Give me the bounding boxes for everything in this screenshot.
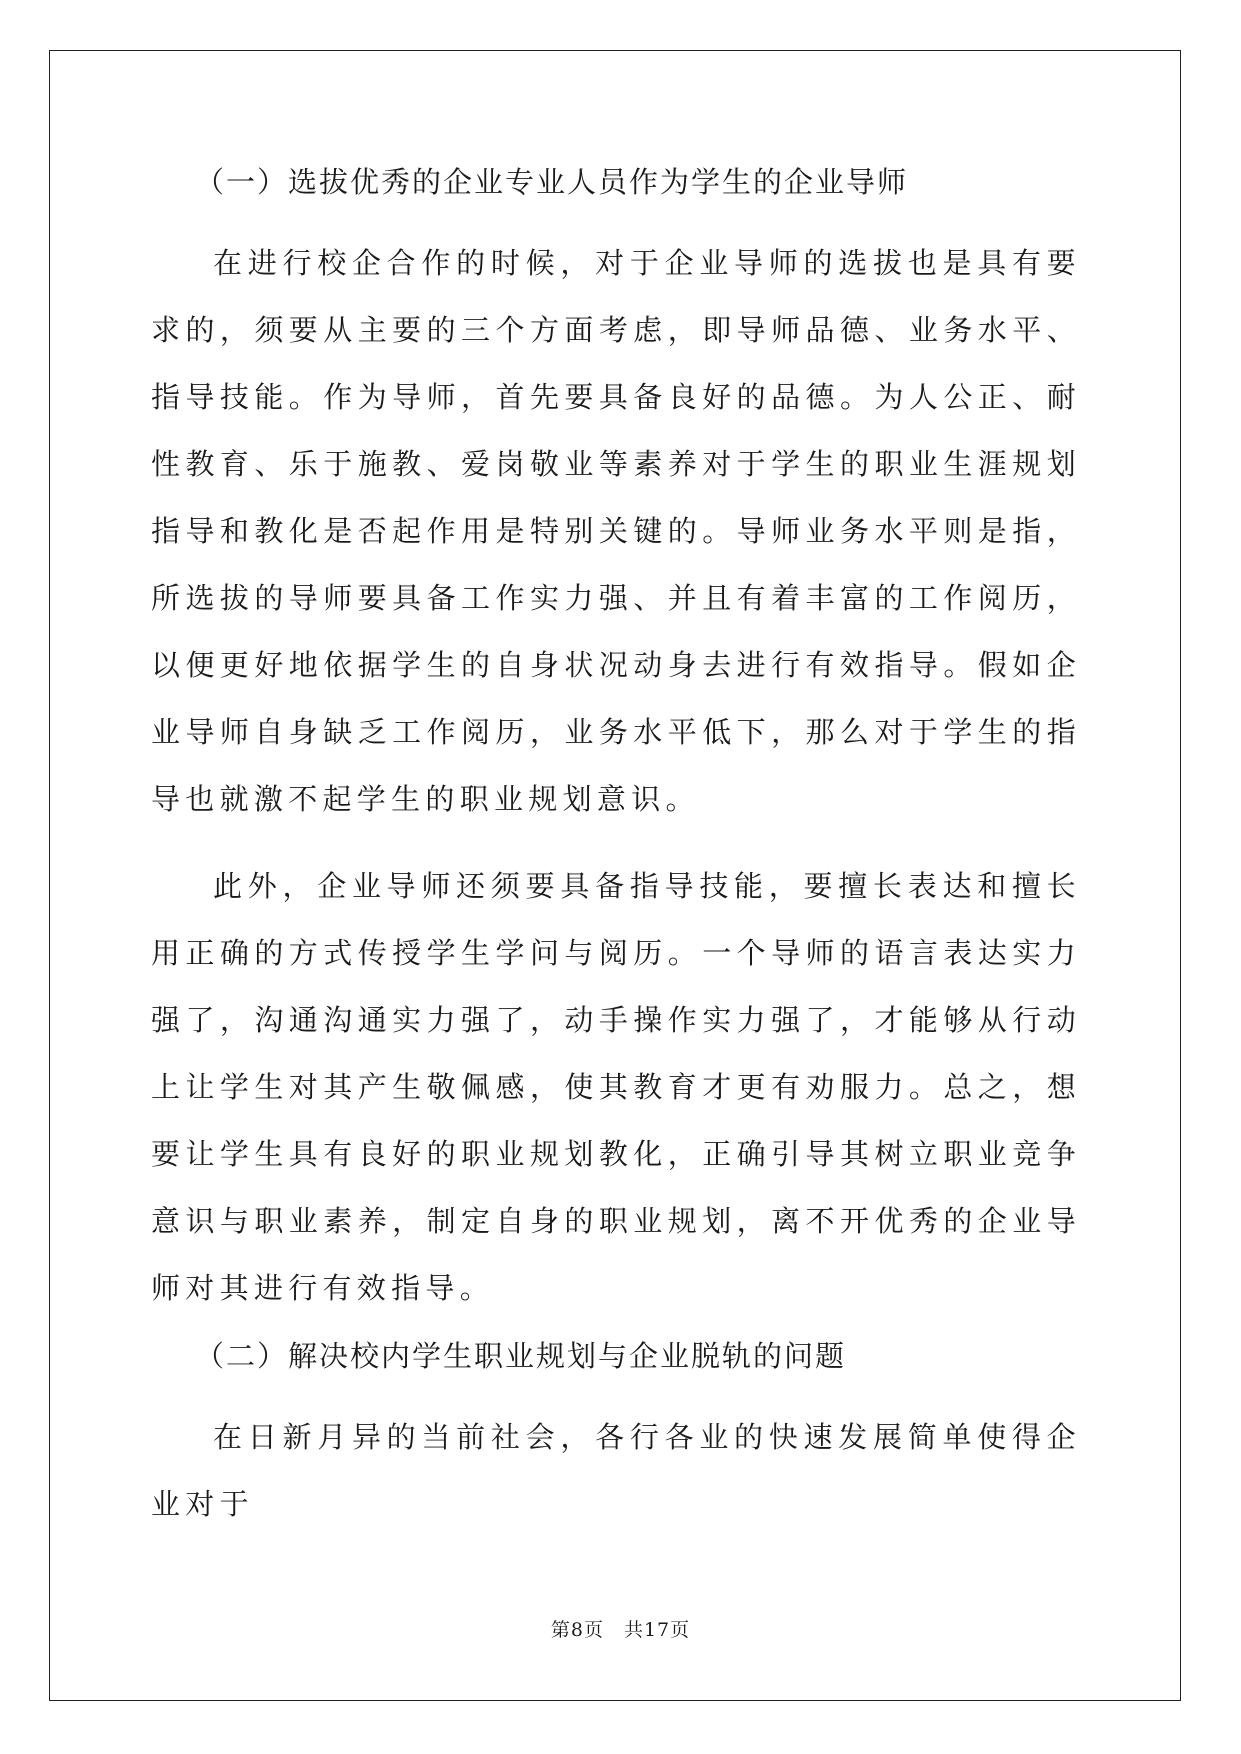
document-body [151, 165, 1081, 1558]
paragraph-2: 此外，企业导师还须要具备指导技能，要擅长表达和擅长用正确的方式传授学生学问与阅历。一个导师的语言表达实力强了，沟通沟通实力强了，动手操作实力强了，才能够从行动上让学生对其产生敬佩感，使其教育才更有劝服力。总之，想要让学生具有良好的职业规划教化，正确引导其树立职业竞争意识与职业素养，制定自身的职业规划，离不开优秀的企业导师对其进行有效指导。 [151, 868, 1081, 1305]
paragraph-1: 在进行校企合作的时候，对于企业导师的选拔也是具有要求的，须要从主要的三个方面考虑，即导师品德、业务水平、指导技能。作为导师，首先要具备良好的品德。为人公正、耐性教育、乐于施教、爱岗敬业等素养对于学生的职业生涯规划指导和教化是否起作用是特别关键的。导师业务水平则是指，所选拔的导师要具备工作实力强、并且有着丰富的工作阅历，以便更好地依据学生的自身状况动身去进行有效指导。假如企业导师自身缺乏工作阅历，业务水平低下，那么对于学生的指导也就激不起学生的职业规划意识。 [151, 245, 1081, 816]
page-number-footer: 第8页 共17页 [550, 1619, 691, 1641]
paragraph-3: 在日新月异的当前社会，各行各业的快速发展简单使得企业对于 [151, 1419, 1081, 1521]
section-heading-1: （一）选拔优秀的企业专业人员作为学生的企业导师 [195, 165, 909, 199]
section-heading-2: （二）解决校内学生职业规划与企业脱轨的问题 [195, 1338, 847, 1373]
